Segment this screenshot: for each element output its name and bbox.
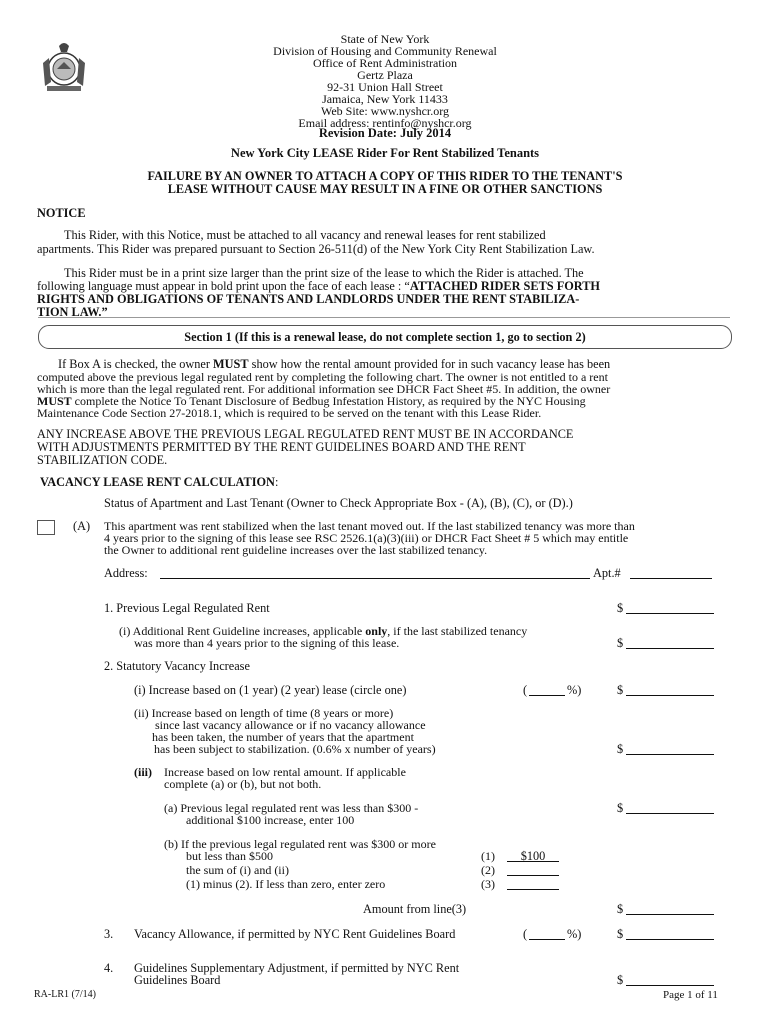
b1-label: (1) [481,849,495,863]
dollar-sign: $ [617,973,624,987]
b3-label: (3) [481,877,495,891]
vacancy-allowance-pct-field[interactable] [529,928,565,940]
document-title: New York City LEASE Rider For Rent Stabilized Tenants [230,146,540,160]
item-4-line: Guidelines Supplementary Adjustment, if permitted by NYC Rent [134,961,460,975]
agency-address-block [240,33,530,129]
calc-heading [40,476,278,489]
item-2iii-line: Increase based on low rental amount. If applicable [164,765,406,779]
notice-p2-bold-line: RIGHTS AND OBLIGATIONS OF TENANTS AND LANDLORDS UNDER THE RENT STABILIZA- [37,292,580,306]
form-id: RA-LR1 (7/14) [34,989,96,1000]
text: show how the rental amount provided for in such vacancy lease has been [248,357,611,371]
item-2ii-line: (ii) Increase based on length of time (8 years or more) [134,706,394,720]
header-line: Jamaica, New York 11433 [322,92,448,106]
header-line: Email address: rentinfo@nyshcr.org [298,116,472,130]
notice-p2-bold-line: TION LAW.” [37,305,108,319]
header-line: Web Site: www.nyshcr.org [320,104,450,118]
header-line: Office of Rent Administration [312,56,458,70]
dollar-sign: $ [617,601,624,615]
item-3-label: Vacancy Allowance, if permitted by NYC Rent Guidelines Board [134,927,456,941]
item-2ii-line: since last vacancy allowance or if no vacancy allowance [155,718,426,732]
address-field[interactable] [160,567,590,579]
item-b-line: (b) If the previous legal regulated rent was $300 or more [164,837,436,851]
bold-clause: ATTACHED RIDER SETS FORTH [409,279,600,293]
item-2-label: 2. Statutory Vacancy Increase [104,659,250,673]
caps-statement-line: ANY INCREASE ABOVE THE PREVIOUS LEGAL REGULATED RENT MUST BE IN ACCORDANCE [37,427,574,441]
item-1i-line: was more than 4 years prior to the signing of this lease. [134,636,400,650]
item-4-line: Guidelines Board [134,973,221,987]
box-a-line: This apartment was rent stabilized when the last tenant moved out. If the last stabilized tenancy was more than [104,519,635,533]
length-of-time-field[interactable] [626,743,714,755]
notice-p1-line: apartments. This Rider was prepared pursuant to Section 26-511(d) of the New York City Rent Stabilization Law. [37,242,595,256]
item-2ii-line: has been taken, the number of years that the apartment [152,730,414,744]
dollar-sign: $ [617,902,624,916]
pct-close: %) [567,683,582,697]
supplementary-adjustment-field[interactable] [626,974,714,986]
notice-heading: NOTICE [37,206,86,220]
vacancy-allowance-field[interactable] [626,928,714,940]
lease-increase-field[interactable] [626,684,714,696]
section1-paragraph-line: which is more than the legal regulated rent. For additional information see DHCR Fact Sheet #5. In addition, the owner [37,382,611,396]
notice-p1-line: This Rider, with this Notice, must be attached to all vacancy and renewal leases for rent stabilized [64,228,546,242]
item-1-label: 1. Previous Legal Regulated Rent [104,601,270,615]
section1-paragraph-line: computed above the previous legal regulated rent by completing the following chart. The owner is not entitled to a rent [37,370,608,384]
item-b-line: but less than $500 [186,849,273,863]
notice-p2-text: following language must appear in bold print upon the face of each lease : “ [37,279,410,293]
section1-paragraph-line [58,358,610,371]
page-number: Page 1 of 11 [663,989,718,1001]
box-a-line: 4 years prior to the signing of this lease see RSC 2526.1(a)(3)(iii) or DHCR Fact Sheet # 5 which may entitle [104,531,629,545]
warning-line-2: LEASE WITHOUT CAUSE MAY RESULT IN A FINE OR OTHER SANCTIONS [167,182,603,196]
notice-p2-line [37,280,600,293]
lease-pct-field[interactable] [529,684,565,696]
section-1-heading: Section 1 (If this is a renewal lease, do not complete section 1, go to section 2) [38,325,732,349]
header-line: State of New York [340,32,430,46]
address-label: Address: [104,566,148,580]
text: complete the Notice To Tenant Disclosure of Bedbug Infestation History, as required by the NYC Housing [71,394,586,408]
item-4-number: 4. [104,961,114,975]
amount-from-line-label: Amount from line(3) [363,902,467,916]
header-line: Gertz Plaza [357,68,413,82]
header-line: Division of Housing and Community Renewal [273,44,497,58]
box-a-line: the Owner to additional rent guideline increases over the last stabilized tenancy. [104,543,488,557]
text: (i) Additional Rent Guideline increases, applicable [119,624,366,638]
dollar-sign: $ [617,927,624,941]
item-b-line: the sum of (i) and (ii) [186,863,289,877]
item-3-number: 3. [104,927,114,941]
text: , if the last stabilized tenancy [387,624,528,638]
pct-close: %) [567,927,582,941]
calc-heading-text: VACANCY LEASE RENT CALCULATION [40,475,275,489]
b1-field[interactable]: $100 [507,850,559,862]
caps-statement-line: WITH ADJUSTMENTS PERMITTED BY THE RENT GUIDELINES BOARD AND THE RENT [37,440,526,454]
apt-field[interactable] [630,567,712,579]
b3-field[interactable] [507,878,559,890]
item-b-line: (1) minus (2). If less than zero, enter zero [186,877,386,891]
dollar-sign: $ [617,742,624,756]
must-bold: MUST [213,357,249,371]
low-rent-a-field[interactable] [626,802,714,814]
item-2i-label: (i) Increase based on (1 year) (2 year) lease (circle one) [134,683,407,697]
additional-guideline-field[interactable] [626,637,714,649]
section1-paragraph-line: Maintenance Code Section 27-2018.1, which is required to be served on the tenant with this Lease Rider. [37,406,542,420]
pct-open: ( [523,927,528,941]
item-2iii-line: complete (a) or (b), but not both. [164,777,322,791]
previous-legal-rent-field[interactable] [626,602,714,614]
caps-statement-line: STABILIZATION CODE. [37,453,168,467]
dollar-sign: $ [617,683,624,697]
status-instruction: Status of Apartment and Last Tenant (Owner to Check Appropriate Box - (A), (B), (C), or (D).) [104,496,573,510]
header-line: 92-31 Union Hall Street [327,80,443,94]
item-a-line: additional $100 increase, enter 100 [186,813,355,827]
warning-line-1: FAILURE BY AN OWNER TO ATTACH A COPY OF THIS RIDER TO THE TENANT'S [147,169,623,183]
box-a-checkbox[interactable] [37,520,55,535]
dollar-sign: $ [617,801,624,815]
notice-p2-line: This Rider must be in a print size larger than the print size of the lease to which the Rider is attached. The [64,266,584,280]
must-bold: MUST [37,394,72,408]
item-2ii-line: has been subject to stabilization. (0.6% x number of years) [154,742,436,756]
pct-open: ( [523,683,528,697]
apt-label: Apt.# [593,566,621,580]
new-york-state-seal-icon [35,38,93,96]
amount-from-line-field[interactable] [626,903,714,915]
revision-date: Revision Date: July 2014 [318,126,452,140]
text: If Box A is checked, the owner [58,357,214,371]
box-a-label: (A) [73,519,91,533]
b2-field[interactable] [507,864,559,876]
dollar-sign: $ [617,636,624,650]
item-a-line: (a) Previous legal regulated rent was less than $300 - [164,801,419,815]
item-2iii-label: (iii) [134,765,152,779]
only-bold: only [365,624,388,638]
colon: : [274,475,279,489]
divider [38,317,730,318]
b2-label: (2) [481,863,495,877]
